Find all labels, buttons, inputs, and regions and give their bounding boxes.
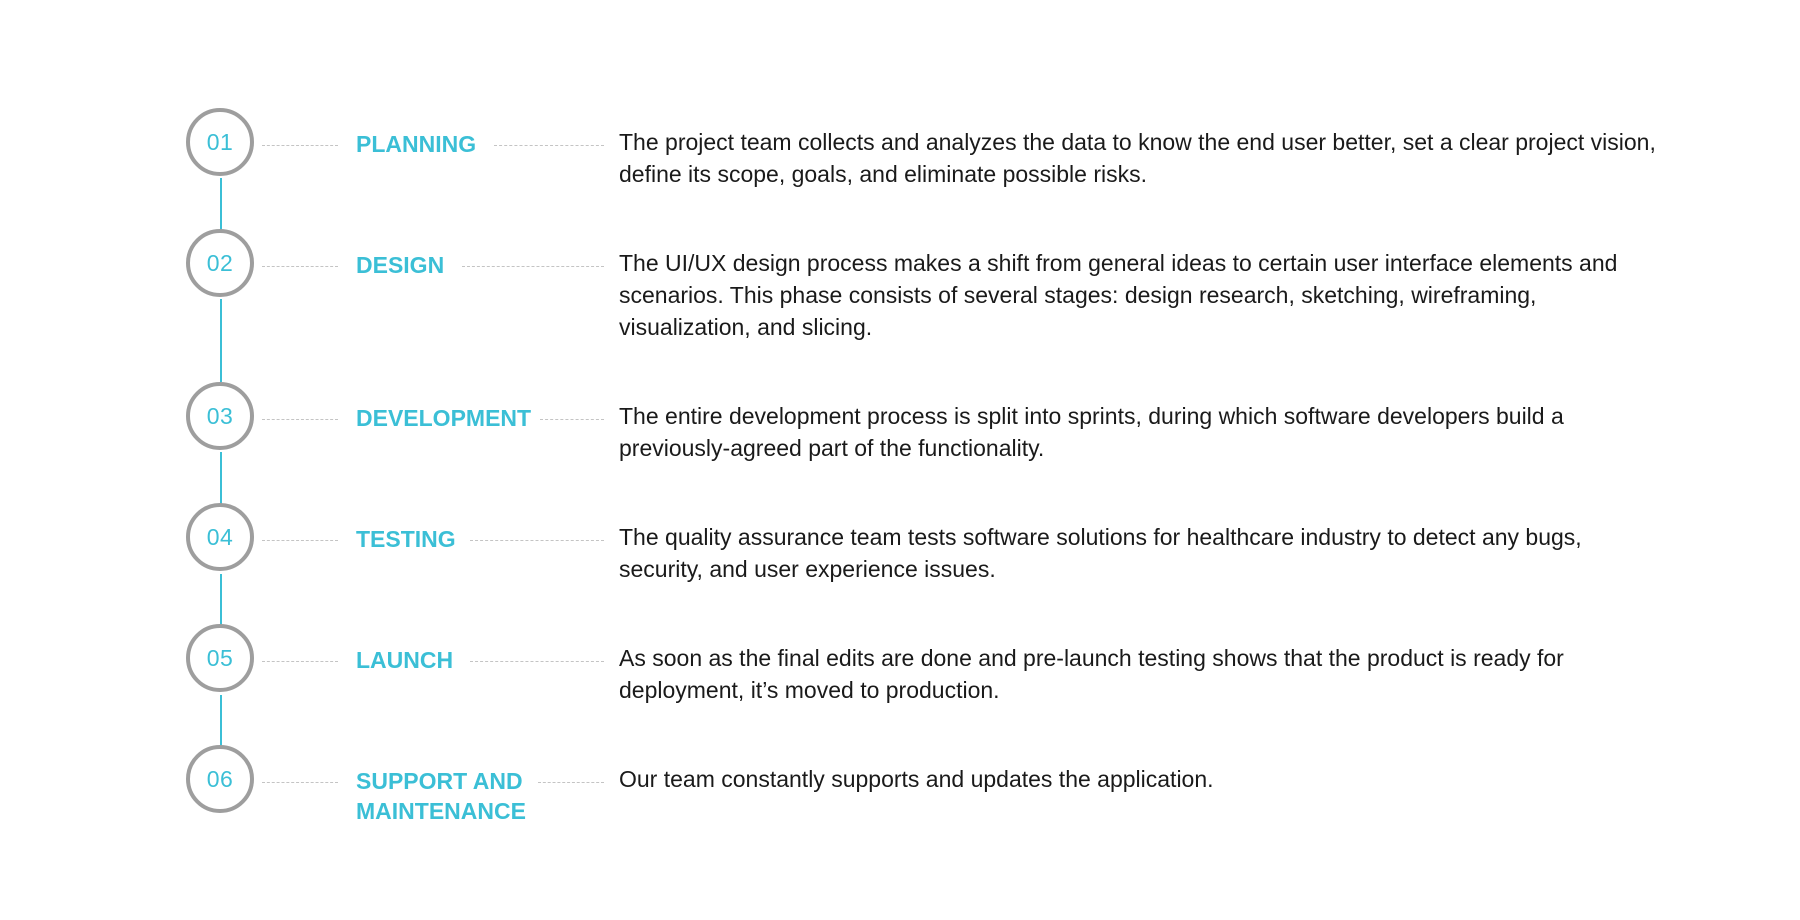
step-title: LAUNCH <box>356 647 454 673</box>
step-number-circle: 01 <box>186 108 254 176</box>
dashed-connector <box>262 661 338 662</box>
dashed-connector <box>538 782 604 783</box>
step-title: DEVELOPMENT <box>356 405 532 431</box>
timeline-connector <box>220 452 222 505</box>
timeline-connector <box>220 178 222 232</box>
step-number-circle: 06 <box>186 745 254 813</box>
step-description: Our team constantly supports and updates the application. <box>619 766 1214 792</box>
step-title: SUPPORT AND MAINTENANCE <box>356 768 526 824</box>
step-description: The project team collects and analyzes the data to know the end user better, set a clear project vision, define its scope, goals, and eliminate possible risks. <box>619 129 1656 187</box>
step-number-circle: 04 <box>186 503 254 571</box>
dashed-connector <box>540 419 604 420</box>
timeline-connector <box>220 574 222 626</box>
dashed-connector <box>494 145 604 146</box>
dashed-connector <box>470 540 604 541</box>
step-number-circle: 05 <box>186 624 254 692</box>
step-description: The quality assurance team tests software solutions for healthcare industry to detect any bugs, security, and user experience issues. <box>619 524 1582 582</box>
dashed-connector <box>262 266 338 267</box>
step-number-circle: 03 <box>186 382 254 450</box>
dashed-connector <box>262 145 338 146</box>
step-description: As soon as the final edits are done and pre-launch testing shows that the product is ready for deployment, it’s moved to production. <box>619 645 1564 703</box>
dashed-connector <box>262 540 338 541</box>
step-description: The entire development process is split into sprints, during which software developers build a previously-agreed part of the functionality. <box>619 403 1564 461</box>
step-description: The UI/UX design process makes a shift from general ideas to certain user interface elements and scenarios. This phase consists of several stages: design research, sketching, wireframing, visualization, and slicing. <box>619 250 1618 340</box>
step-title: DESIGN <box>356 252 445 278</box>
timeline-connector <box>220 695 222 748</box>
timeline-connector <box>220 299 222 382</box>
dashed-connector <box>470 661 604 662</box>
step-title: PLANNING <box>356 131 477 157</box>
dashed-connector <box>462 266 604 267</box>
dashed-connector <box>262 782 338 783</box>
step-title: TESTING <box>356 526 456 552</box>
dashed-connector <box>262 419 338 420</box>
step-number-circle: 02 <box>186 229 254 297</box>
